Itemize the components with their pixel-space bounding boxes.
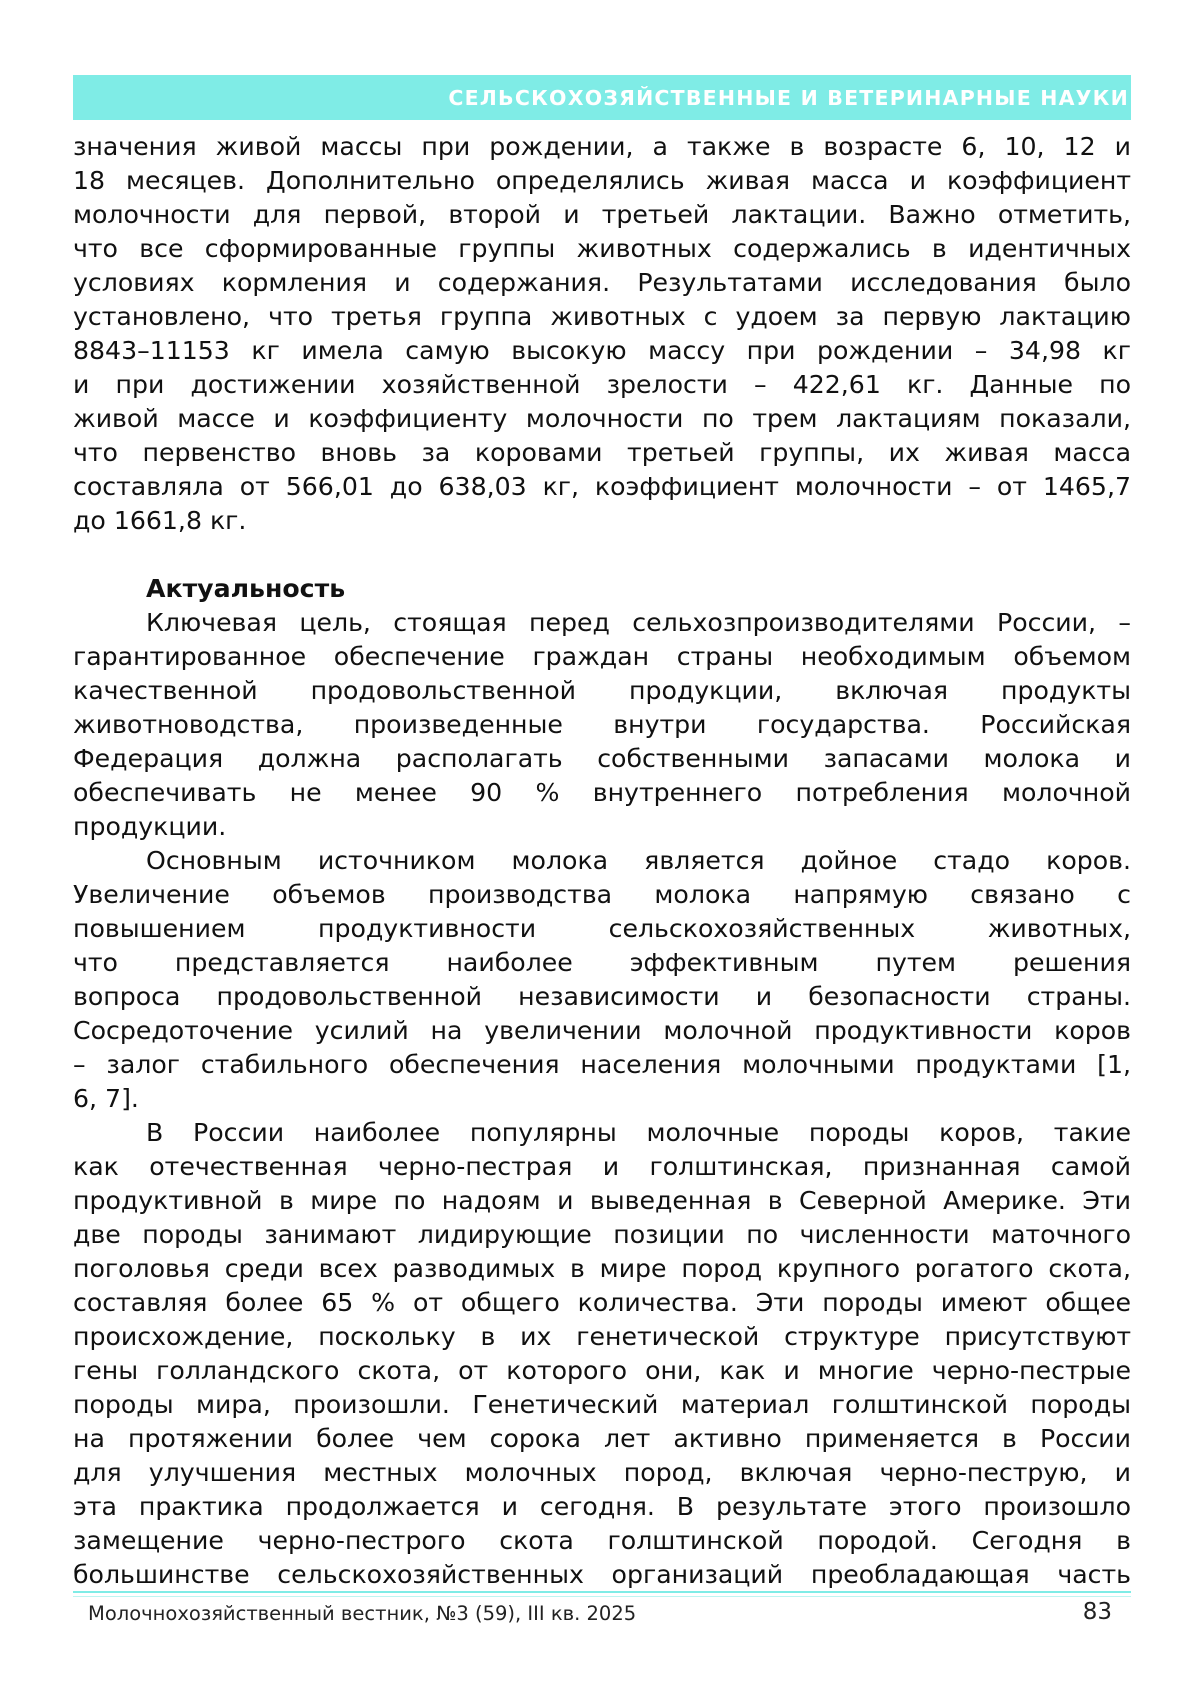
text-line: породы мира, произошли. Генетический материал голштинской породы bbox=[73, 1390, 1131, 1419]
text-line: условиях кормления и содержания. Результатами исследования было bbox=[73, 268, 1131, 297]
text-line: замещение черно-пестрого скота голштинской породой. Сегодня в bbox=[73, 1526, 1131, 1555]
article-body bbox=[73, 130, 1131, 1592]
text-line: эта практика продолжается и сегодня. В результате этого произошло bbox=[73, 1492, 1131, 1521]
footer-divider-thin bbox=[73, 1596, 1131, 1597]
text-line: обеспечивать не менее 90 % внутреннего потребления молочной bbox=[73, 778, 1131, 807]
text-line: 8843–11153 кг имела самую высокую массу при рождении – 34,98 кг bbox=[73, 336, 1131, 365]
text-line: что первенство вновь за коровами третьей группы, их живая масса bbox=[73, 438, 1131, 467]
text-line: что представляется наиболее эффективным путем решения bbox=[73, 948, 1131, 977]
page-number: 83 bbox=[1082, 1599, 1112, 1625]
text-line: продукции. bbox=[73, 812, 227, 841]
text-line: большинстве сельскохозяйственных организаций преобладающая часть bbox=[73, 1560, 1131, 1589]
text-line: установлено, что третья группа животных с удоем за первую лактацию bbox=[73, 302, 1131, 331]
text-line: 18 месяцев. Дополнительно определялись живая масса и коэффициент bbox=[73, 166, 1131, 195]
section-title: СЕЛЬСКОХОЗЯЙСТВЕННЫЕ И ВЕТЕРИНАРНЫЕ НАУКИ bbox=[448, 85, 1129, 110]
paragraph-relevance-3 bbox=[73, 1116, 1131, 1592]
text-line: молочности для первой, второй и третьей лактации. Важно отметить, bbox=[73, 200, 1131, 229]
text-line: происхождение, поскольку в их генетической структуре присутствуют bbox=[73, 1322, 1131, 1351]
text-line: что все сформированные группы животных содержались в идентичных bbox=[73, 234, 1131, 263]
text-line: на протяжении более чем сорока лет активно применяется в России bbox=[73, 1424, 1131, 1453]
text-line: Увеличение объемов производства молока напрямую связано с bbox=[73, 880, 1131, 909]
text-line: и при достижении хозяйственной зрелости – 422,61 кг. Данные по bbox=[73, 370, 1131, 399]
text-line: Основным источником молока является дойное стадо коров. bbox=[146, 846, 1131, 875]
text-line: В России наиболее популярны молочные породы коров, такие bbox=[146, 1118, 1131, 1147]
text-line: 6, 7]. bbox=[73, 1084, 139, 1113]
abstract-paragraph bbox=[73, 130, 1131, 538]
text-line: продуктивной в мире по надоям и выведенная в Северной Америке. Эти bbox=[73, 1186, 1131, 1215]
text-line: гены голландского скота, от которого они, как и многие черно-пестрые bbox=[73, 1356, 1131, 1385]
text-line: Ключевая цель, стоящая перед сельхозпроизводителями России, – bbox=[146, 608, 1131, 637]
text-line: две породы занимают лидирующие позиции по численности маточного bbox=[73, 1220, 1131, 1249]
text-line: Федерация должна располагать собственными запасами молока и bbox=[73, 744, 1131, 773]
text-line: для улучшения местных молочных пород, включая черно-пеструю, и bbox=[73, 1458, 1131, 1487]
paragraph-relevance-2 bbox=[73, 844, 1131, 1116]
text-line: животноводства, произведенные внутри государства. Российская bbox=[73, 710, 1131, 739]
section-heading: Актуальность bbox=[146, 574, 346, 603]
text-line: вопроса продовольственной независимости и безопасности страны. bbox=[73, 982, 1131, 1011]
text-line: гарантированное обеспечение граждан страны необходимым объемом bbox=[73, 642, 1131, 671]
text-line: повышением продуктивности сельскохозяйственных животных, bbox=[73, 914, 1131, 943]
text-line: как отечественная черно-пестрая и голштинская, признанная самой bbox=[73, 1152, 1131, 1181]
text-line: до 1661,8 кг. bbox=[73, 506, 247, 535]
text-line: живой массе и коэффициенту молочности по трем лактациям показали, bbox=[73, 404, 1131, 433]
text-line: составляя более 65 % от общего количества. Эти породы имеют общее bbox=[73, 1288, 1131, 1317]
text-line: качественной продовольственной продукции, включая продукты bbox=[73, 676, 1131, 705]
text-line: значения живой массы при рождении, а также в возрасте 6, 10, 12 и bbox=[73, 132, 1131, 161]
section-header-band bbox=[73, 75, 1131, 120]
text-line: составляла от 566,01 до 638,03 кг, коэффициент молочности – от 1465,7 bbox=[73, 472, 1131, 501]
paragraph-relevance-1 bbox=[73, 606, 1131, 844]
footer-journal-citation: Молочнохозяйственный вестник, №3 (59), III кв. 2025 bbox=[88, 1602, 637, 1625]
section-gap bbox=[73, 538, 1131, 572]
text-line: Сосредоточение усилий на увеличении молочной продуктивности коров bbox=[73, 1016, 1131, 1045]
text-line: поголовья среди всех разводимых в мире пород крупного рогатого скота, bbox=[73, 1254, 1131, 1283]
text-line: – залог стабильного обеспечения населения молочными продуктами [1, bbox=[73, 1050, 1131, 1079]
footer-divider bbox=[73, 1591, 1131, 1593]
